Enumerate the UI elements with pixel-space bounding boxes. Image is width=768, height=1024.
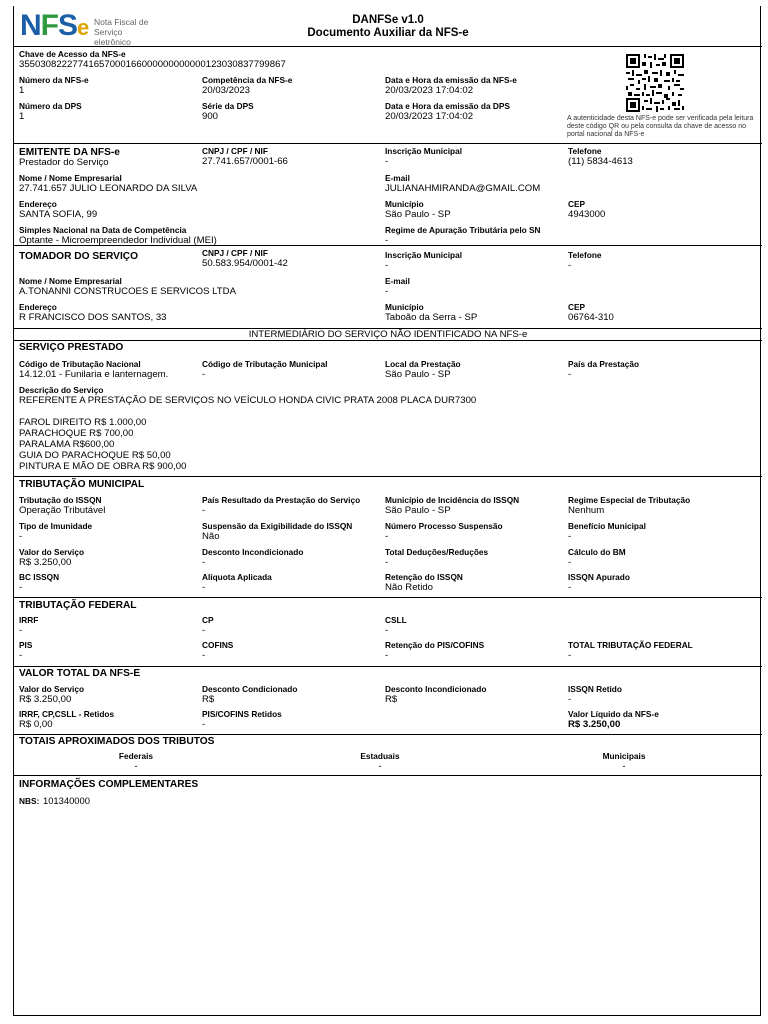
trib-mun-title: TRIBUTAÇÃO MUNICIPAL — [19, 479, 145, 490]
cod-municipal-value: - — [202, 369, 206, 380]
emitente-im-value: - — [385, 156, 389, 167]
descricao-line: REFERENTE A PRESTAÇÃO DE SERVIÇOS NO VEÍCULO HONDA CIVIC PRATA 2008 PLACA DUR7300 — [19, 395, 477, 406]
tomador-nome-label: Nome / Nome Empresarial — [19, 276, 122, 286]
imunidade-label: Tipo de Imunidade — [19, 521, 93, 531]
estaduais-label: Estaduais — [360, 751, 400, 761]
serie-dps-label: Série da DPS — [202, 101, 254, 111]
regime-sn-label: Regime de Apuração Tributária pelo SN — [385, 225, 541, 235]
regime-especial-label: Regime Especial de Tributação — [568, 495, 691, 505]
document-header — [14, 6, 762, 47]
bc-issqn-label: BC ISSQN — [19, 572, 60, 582]
identification-section — [14, 46, 762, 144]
chave-label: Chave de Acesso da NFS-e — [19, 49, 126, 59]
dps-emissao-value: 20/03/2023 17:04:02 — [385, 111, 474, 122]
csll-label: CSLL — [385, 615, 407, 625]
valor-servico-value: R$ 3.250,00 — [19, 557, 72, 568]
nbs-label: NBS: — [19, 796, 40, 806]
cod-nacional-value: 14.12.01 - Funilaria e lanternagem. — [19, 369, 169, 380]
tributacao-issqn-value: Operação Tributável — [19, 505, 106, 516]
dps-emissao-label: Data e Hora da emissão da DPS — [385, 101, 510, 111]
pais-prestacao-value: - — [568, 369, 572, 380]
tomador-cnpj-value: 50.583.954/0001-42 — [202, 258, 288, 269]
tomador-endereco-value: R FRANCISCO DOS SANTOS, 33 — [19, 312, 167, 323]
emitente-tel-value: (11) 5834-4613 — [568, 156, 633, 167]
bc-issqn-value: - — [19, 582, 23, 593]
cofins-value: - — [202, 650, 206, 661]
tomador-nome-value: A.TONANNI CONSTRUCOES E SERVICOS LTDA — [19, 286, 236, 297]
simples-label: Simples Nacional na Data de Competência — [19, 225, 187, 235]
document-title: DANFSe v1.0 Documento Auxiliar da NFS-e — [307, 14, 469, 39]
emitente-section — [14, 144, 762, 246]
emitente-cep-label: CEP — [568, 199, 586, 209]
tomador-municipio-label: Município — [385, 302, 424, 312]
calculo-bm-label: Cálculo do BM — [568, 547, 626, 557]
desconto-condicionado-value: R$ — [202, 694, 215, 705]
valor-servico-label: Valor do Serviço — [19, 547, 85, 557]
municipio-incidencia-value: São Paulo - SP — [385, 505, 451, 516]
numero-nfse-label: Número da NFS-e — [19, 75, 89, 85]
cp-label: CP — [202, 615, 214, 625]
emitente-cnpj-label: CNPJ / CPF / NIF — [202, 146, 268, 156]
cod-nacional-label: Código de Tributação Nacional — [19, 359, 141, 369]
irrf-cp-csll-retidos-value: R$ 0,00 — [19, 719, 53, 730]
irrf-value: - — [19, 625, 23, 636]
federais-value: - — [134, 761, 138, 772]
desconto-incondicionado-value: - — [202, 557, 206, 568]
tomador-email-label: E-mail — [385, 276, 410, 286]
issqn-retido-label: ISSQN Retido — [568, 684, 622, 694]
deducoes-value: - — [385, 557, 389, 568]
retencao-issqn-label: Retenção do ISSQN — [385, 572, 463, 582]
pais-resultado-label: País Resultado da Prestação do Serviço — [202, 495, 361, 505]
tributacao-federal-section — [14, 598, 762, 667]
aliquota-value: - — [202, 582, 206, 593]
competencia-value: 20/03/2023 — [202, 85, 251, 96]
emitente-nome-value: 27.741.657 JULIO LEONARDO DA SILVA — [19, 183, 198, 194]
informacoes-complementares-section — [14, 776, 762, 836]
emitente-municipio-value: São Paulo - SP — [385, 209, 451, 220]
deducoes-label: Total Deduções/Reduções — [385, 547, 489, 557]
descricao-item: PARACHOQUE R$ 700,00 — [19, 428, 134, 439]
pais-prestacao-label: País da Prestação — [568, 359, 640, 369]
numero-dps-label: Número da DPS — [19, 101, 82, 111]
federais-label: Federais — [118, 751, 154, 761]
tomador-cnpj-label: CNPJ / CPF / NIF — [202, 248, 268, 258]
emitente-municipio-label: Município — [385, 199, 424, 209]
emitente-tel-label: Telefone — [568, 146, 602, 156]
valor-liquido-value: R$ 3.250,00 — [568, 719, 621, 730]
issqn-apurado-label: ISSQN Apurado — [568, 572, 630, 582]
tomador-endereco-label: Endereço — [19, 302, 57, 312]
trib-fed-title: TRIBUTAÇÃO FEDERAL — [19, 600, 137, 611]
total-valor-servico-value: R$ 3.250,00 — [19, 694, 72, 705]
intermediario-section — [14, 329, 762, 341]
desconto-incondicionado-label: Desconto Incondicionado — [202, 547, 304, 557]
valor-liquido-label: Valor Líquido da NFS-e — [568, 709, 659, 719]
tomador-im-value: - — [385, 260, 389, 271]
suspensao-value: Não — [202, 531, 220, 542]
municipio-incidencia-label: Município de Incidência do ISSQN — [385, 495, 520, 505]
nbs-value: 101340000 — [43, 795, 90, 806]
retencao-pis-cofins-value: - — [385, 650, 389, 661]
descricao-item: PINTURA E MÃO DE OBRA R$ 900,00 — [19, 461, 187, 472]
pis-cofins-retidos-value: - — [202, 719, 206, 730]
beneficio-label: Benefício Municipal — [568, 521, 646, 531]
total-trib-federal-label: TOTAL TRIBUTAÇÃO FEDERAL — [568, 640, 693, 650]
pis-value: - — [19, 650, 23, 661]
retencao-pis-cofins-label: Retenção do PIS/COFINS — [385, 640, 485, 650]
qr-authenticity-note: A autenticidade desta NFS-e pode ser verificada pela leitura deste código QR ou pela consulta da chave de acesso no portal nacional da NFS-e — [567, 115, 754, 138]
total-desconto-incondicionado-value: R$ — [385, 694, 398, 705]
suspensao-label: Suspensão da Exigibilidade do ISSQN — [202, 521, 353, 531]
local-prestacao-label: Local da Prestação — [385, 359, 461, 369]
chave-value: 35503082227741657000166000000000000123030837799867 — [19, 59, 286, 70]
descricao-item: FAROL DIREITO R$ 1.000,00 — [19, 417, 147, 428]
numero-dps-value: 1 — [19, 111, 25, 122]
cp-value: - — [202, 625, 206, 636]
pis-label: PIS — [19, 640, 33, 650]
numero-nfse-value: 1 — [19, 85, 25, 96]
tomador-email-value: - — [385, 286, 389, 297]
logo-subtitle-line2: Serviço eletrônico — [94, 27, 131, 47]
emitente-email-label: E-mail — [385, 173, 410, 183]
emitente-email-value: JULIANAHMIRANDA@GMAIL.COM — [385, 183, 541, 194]
beneficio-value: - — [568, 531, 572, 542]
descricao-item: GUIA DO PARACHOQUE R$ 50,00 — [19, 450, 171, 461]
tomador-section — [14, 246, 762, 329]
total-valor-servico-label: Valor do Serviço — [19, 684, 85, 694]
regime-sn-value: - — [385, 235, 389, 246]
serie-dps-value: 900 — [202, 111, 219, 122]
descricao-item: PARALAMA R$600,00 — [19, 439, 115, 450]
nfse-logo: NFSe Nota Fiscal de Serviço eletrônico — [20, 9, 160, 43]
total-trib-federal-value: - — [568, 650, 572, 661]
logo-subtitle-line1: Nota Fiscal de — [94, 17, 149, 27]
descricao-items — [19, 417, 186, 472]
tributacao-municipal-section — [14, 477, 762, 598]
issqn-retido-value: - — [568, 694, 572, 705]
total-desconto-incondicionado-label: Desconto Incondicionado — [385, 684, 487, 694]
processo-suspensao-label: Número Processo Suspensão — [385, 521, 503, 531]
intermediario-text: INTERMEDIÁRIO DO SERVIÇO NÃO IDENTIFICADO NA NFS-e — [248, 329, 528, 340]
emitente-endereco-value: SANTA SOFIA, 99 — [19, 209, 98, 220]
csll-value: - — [385, 625, 389, 636]
qr-code — [626, 54, 684, 112]
emitente-title: EMITENTE DA NFS-e — [19, 147, 120, 158]
servico-title: SERVIÇO PRESTADO — [19, 342, 124, 353]
tomador-tel-value: - — [568, 260, 572, 271]
tomador-title: TOMADOR DO SERVIÇO — [19, 251, 139, 262]
pis-cofins-retidos-label: PIS/COFINS Retidos — [202, 709, 282, 719]
retencao-issqn-value: Não Retido — [385, 582, 433, 593]
tomador-tel-label: Telefone — [568, 250, 602, 260]
tributacao-issqn-label: Tributação do ISSQN — [19, 495, 102, 505]
irrf-label: IRRF — [19, 615, 39, 625]
tomador-cep-label: CEP — [568, 302, 586, 312]
emitente-role: Prestador do Serviço — [19, 157, 109, 168]
totais-title: TOTAIS APROXIMADOS DOS TRIBUTOS — [19, 736, 215, 747]
municipais-value: - — [622, 761, 626, 772]
aliquota-label: Alíquota Aplicada — [202, 572, 272, 582]
emitente-endereco-label: Endereço — [19, 199, 57, 209]
regime-especial-value: Nenhum — [568, 505, 605, 516]
info-title: INFORMAÇÕES COMPLEMENTARES — [19, 779, 199, 790]
municipais-label: Municipais — [602, 751, 646, 761]
emitente-nome-label: Nome / Nome Empresarial — [19, 173, 122, 183]
simples-value: Optante - Microempreendedor Individual (MEI) — [19, 235, 217, 246]
servico-section — [14, 341, 762, 477]
valor-total-section — [14, 667, 762, 735]
pais-resultado-value: - — [202, 505, 206, 516]
processo-suspensao-value: - — [385, 531, 389, 542]
local-prestacao-value: São Paulo - SP — [385, 369, 451, 380]
cod-municipal-label: Código de Tributação Municipal — [202, 359, 328, 369]
desconto-condicionado-label: Desconto Condicionado — [202, 684, 298, 694]
emitente-cep-value: 4943000 — [568, 209, 606, 220]
estaduais-value: - — [378, 761, 382, 772]
tomador-cep-value: 06764-310 — [568, 312, 614, 323]
emissao-value: 20/03/2023 17:04:02 — [385, 85, 474, 96]
tomador-im-label: Inscrição Municipal — [385, 250, 462, 260]
emissao-label: Data e Hora da emissão da NFS-e — [385, 75, 517, 85]
calculo-bm-value: - — [568, 557, 572, 568]
issqn-apurado-value: - — [568, 582, 572, 593]
descricao-label: Descrição do Serviço — [19, 385, 104, 395]
danfse-document — [13, 6, 761, 1016]
competencia-label: Competência da NFS-e — [202, 75, 293, 85]
imunidade-value: - — [19, 531, 23, 542]
emitente-cnpj-value: 27.741.657/0001-66 — [202, 156, 288, 167]
emitente-im-label: Inscrição Municipal — [385, 146, 462, 156]
totais-aproximados-section — [14, 735, 762, 776]
valor-total-title: VALOR TOTAL DA NFS-E — [19, 668, 141, 679]
irrf-cp-csll-retidos-label: IRRF, CP,CSLL - Retidos — [19, 709, 115, 719]
tomador-municipio-value: Taboão da Serra - SP — [385, 312, 478, 323]
cofins-label: COFINS — [202, 640, 234, 650]
